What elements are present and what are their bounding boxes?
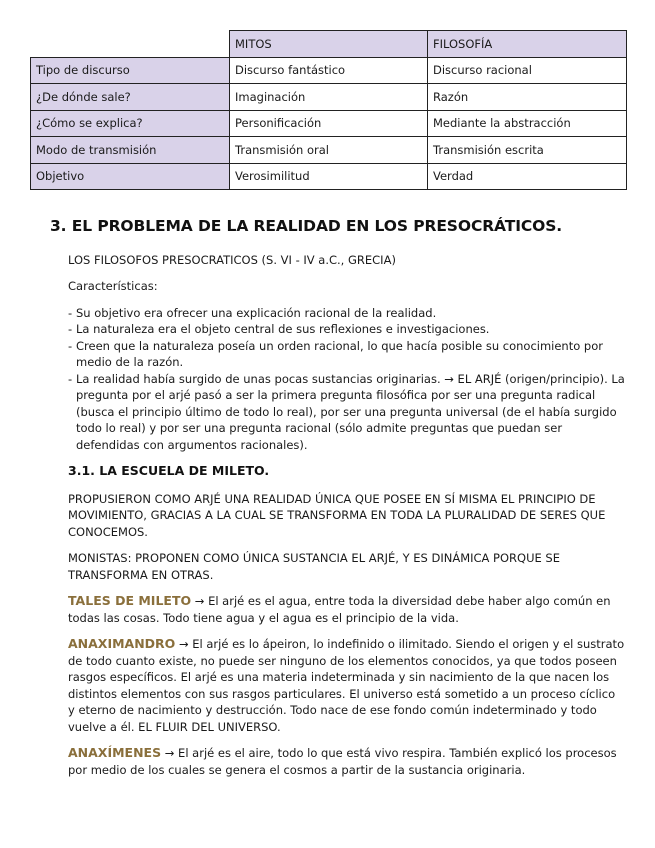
list-item: - La realidad había surgido de unas pocas sustancias originarias. → EL ARJÉ (origen/principio). La pregunta por el arjé pasó a ser la primera pregunta filosófica por ser una pregunta radical (busca el principio último de todo lo real), por ser una pregunta universal (de el había surgido todo lo real) y por ser una pregunta racional (sólo admite preguntas que puedan ser defendidas con argumentos racionales). — [68, 371, 625, 452]
philosopher-text: El arjé es el agua, entre toda la diversidad debe haber algo común en todas las cosas. Todo tiene agua y el agua es el principio de la vida. — [68, 594, 611, 625]
table-header-row — [31, 31, 627, 58]
row-label: ¿Cómo se explica? — [31, 110, 230, 137]
cell-filosofia: Transmisión escrita — [428, 137, 627, 164]
mileto-paragraph: PROPUSIERON COMO ARJÉ UNA REALIDAD ÚNICA QUE POSEE EN SÍ MISMA EL PRINCIPIO DE MOVIMIENTO, GRACIAS A LA CUAL SE TRANSFORMA EN TODA LA PLURALIDAD DE SERES QUE CONOCEMOS. — [68, 491, 606, 539]
monistas-paragraph: MONISTAS: PROPONEN COMO ÚNICA SUSTANCIA EL ARJÉ, Y ES DINÁMICA PORQUE SE TRANSFORMA EN OTRAS. — [68, 551, 560, 582]
list-item-text: La naturaleza era el objeto central de sus reflexiones e investigaciones. — [76, 322, 490, 336]
characteristics-label: Características: — [68, 279, 158, 293]
cell-mitos: Verosimilitud — [230, 163, 428, 190]
subsection-title: 3.1. LA ESCUELA DE MILETO. — [68, 463, 270, 478]
header-filosofia: FILOSOFÍA — [428, 31, 627, 58]
philosopher-text: El arjé es el aire, todo lo que está vivo respira. También explicó los procesos por medio de los cuales se genera el cosmos a partir de la sustancia originaria. — [68, 746, 617, 777]
table-row — [31, 57, 627, 84]
arrow-icon: → — [194, 594, 205, 608]
list-item: - Su objetivo era ofrecer una explicación racional de la realidad. — [68, 305, 437, 320]
cell-filosofia: Mediante la abstracción — [428, 110, 627, 137]
cell-mitos: Imaginación — [230, 84, 428, 111]
philosopher-name: ANAXIMANDRO — [68, 636, 176, 651]
list-item: - La naturaleza era el objeto central de sus reflexiones e investigaciones. — [68, 322, 490, 336]
table-row — [31, 137, 627, 164]
characteristics-list — [68, 305, 625, 454]
table-corner — [31, 31, 230, 58]
cell-filosofia: Razón — [428, 84, 627, 111]
table-row — [31, 84, 627, 111]
cell-filosofia: Verdad — [428, 163, 627, 190]
arrow-icon: → — [164, 746, 175, 760]
header-mitos: MITOS — [230, 31, 428, 58]
list-item: - Creen que la naturaleza poseía un orden racional, lo que hacía posible su conocimiento por medio de la razón. — [68, 338, 603, 369]
table-row — [31, 110, 627, 137]
row-label: ¿De dónde sale? — [31, 84, 230, 111]
arrow-icon: → — [178, 637, 189, 651]
row-label: Objetivo — [31, 163, 230, 190]
list-item-text: Creen que la naturaleza poseía un orden racional, lo que hacía posible su conocimiento por medio de la razón. — [76, 338, 603, 369]
cell-mitos: Transmisión oral — [230, 137, 428, 164]
comparison-table — [30, 30, 627, 190]
philosopher-entry — [68, 636, 625, 735]
philosopher-entry — [68, 593, 625, 626]
row-label: Modo de transmisión — [31, 137, 230, 164]
cell-mitos: Discurso fantástico — [230, 57, 428, 84]
philosopher-text: El arjé es lo ápeiron, lo indefinido o ilimitado. Siendo el origen y el sustrato de todo cuanto existe, no puede ser ninguno de los elementos conocidos, ya que todos poseen rasgos específicos. El arjé es una materia indeterminada y sin nacimiento de la que nacen los distintos elementos con sus rasgos particulares. El universo está sometido a un proceso cíclico y eterno de nacimiento y destrucción. Todo nace de ese fondo común indeterminado y todo vuelve a él. EL FLUIR DEL UNIVERSO. — [68, 637, 625, 734]
list-item-text: Su objetivo era ofrecer una explicación racional de la realidad. — [76, 305, 437, 320]
philosopher-entry — [68, 745, 625, 778]
philosopher-name: TALES DE MILETO — [68, 593, 192, 608]
row-label: Tipo de discurso — [31, 57, 230, 84]
cell-filosofia: Discurso racional — [428, 57, 627, 84]
philosopher-name: ANAXÍMENES — [68, 745, 162, 760]
table-row — [31, 163, 627, 190]
section-body — [50, 252, 625, 779]
list-item-text: La realidad había surgido de unas pocas sustancias originarias. → EL ARJÉ (origen/principio). La pregunta por el arjé pasó a ser la primera pregunta filosófica por ser una pregunta radical (busca el principio último de todo lo real), por ser una pregunta universal (de el había surgido todo lo real) y por ser una pregunta racional (sólo admite preguntas que puedan ser defendidas con argumentos racionales). — [76, 371, 625, 452]
intro-line: LOS FILOSOFOS PRESOCRATICOS (S. VI - IV a.C., GRECIA) — [68, 252, 396, 267]
document-content — [50, 218, 625, 788]
cell-mitos: Personificación — [230, 110, 428, 137]
section-title: 3. EL PROBLEMA DE LA REALIDAD EN LOS PRESOCRÁTICOS. — [50, 217, 563, 235]
